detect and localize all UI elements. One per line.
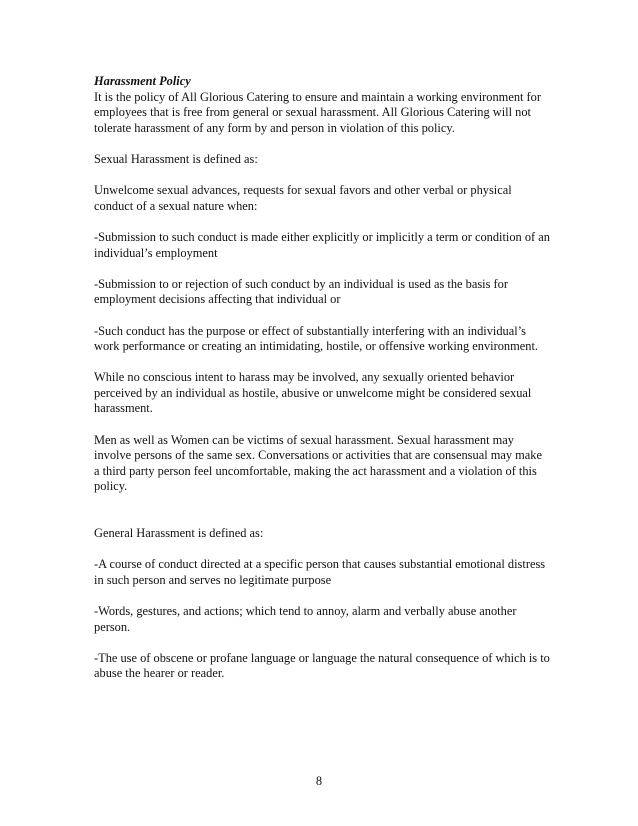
intent-paragraph: While no conscious intent to harass may be involved, any sexually oriented behavior perceived by an individual as hostile, abusive or unwelcome might be considered sexual harassment. — [94, 370, 532, 416]
section-spacer — [94, 495, 550, 526]
sexual-harassment-definition-intro: Unwelcome sexual advances, requests for sexual favors and other verbal or physical conduct of a sexual nature when: — [94, 183, 512, 213]
general-harassment-item: -The use of obscene or profane language or language the natural consequence of which is to abuse the hearer or reader. — [94, 650, 550, 681]
sexual-harassment-item: -Submission to or rejection of such conduct by an individual is used as the basis for employment decisions affecting that individual or — [94, 276, 508, 307]
sexual-harassment-definition-label: Sexual Harassment is defined as: — [94, 151, 258, 166]
sexual-harassment-item: -Such conduct has the purpose or effect of substantially interfering with an individual’s work performance or creating an intimidating, hostile, or offensive working environment. — [94, 323, 538, 354]
general-harassment-definition-label: General Harassment is defined as: — [94, 526, 264, 541]
sexual-harassment-item: -Submission to such conduct is made either explicitly or implicitly a term or condition of an individual’s employment — [94, 229, 550, 260]
victims-paragraph: Men as well as Women can be victims of sexual harassment. Sexual harassment may involve persons of the same sex. Conversations or activities that are consensual may make a third party person feel uncomfortable, making the act harassment and a violation of this policy. — [94, 432, 543, 494]
general-harassment-item: -A course of conduct directed at a specific person that causes substantial emotional distress in such person and serves no legitimate purpose — [94, 557, 546, 587]
general-harassment-item: -Words, gestures, and actions; which tend to annoy, alarm and verbally abuse another person. — [94, 604, 517, 634]
policy-heading: Harassment Policy — [94, 74, 191, 88]
intro-paragraph: It is the policy of All Glorious Catering to ensure and maintain a working environment for employees that is free from general or sexual harassment. All Glorious Catering will not tolerate harassment of any form by and person in violation of this policy. — [94, 89, 542, 135]
page-number: 8 — [315, 774, 323, 788]
policy-body — [94, 74, 550, 682]
